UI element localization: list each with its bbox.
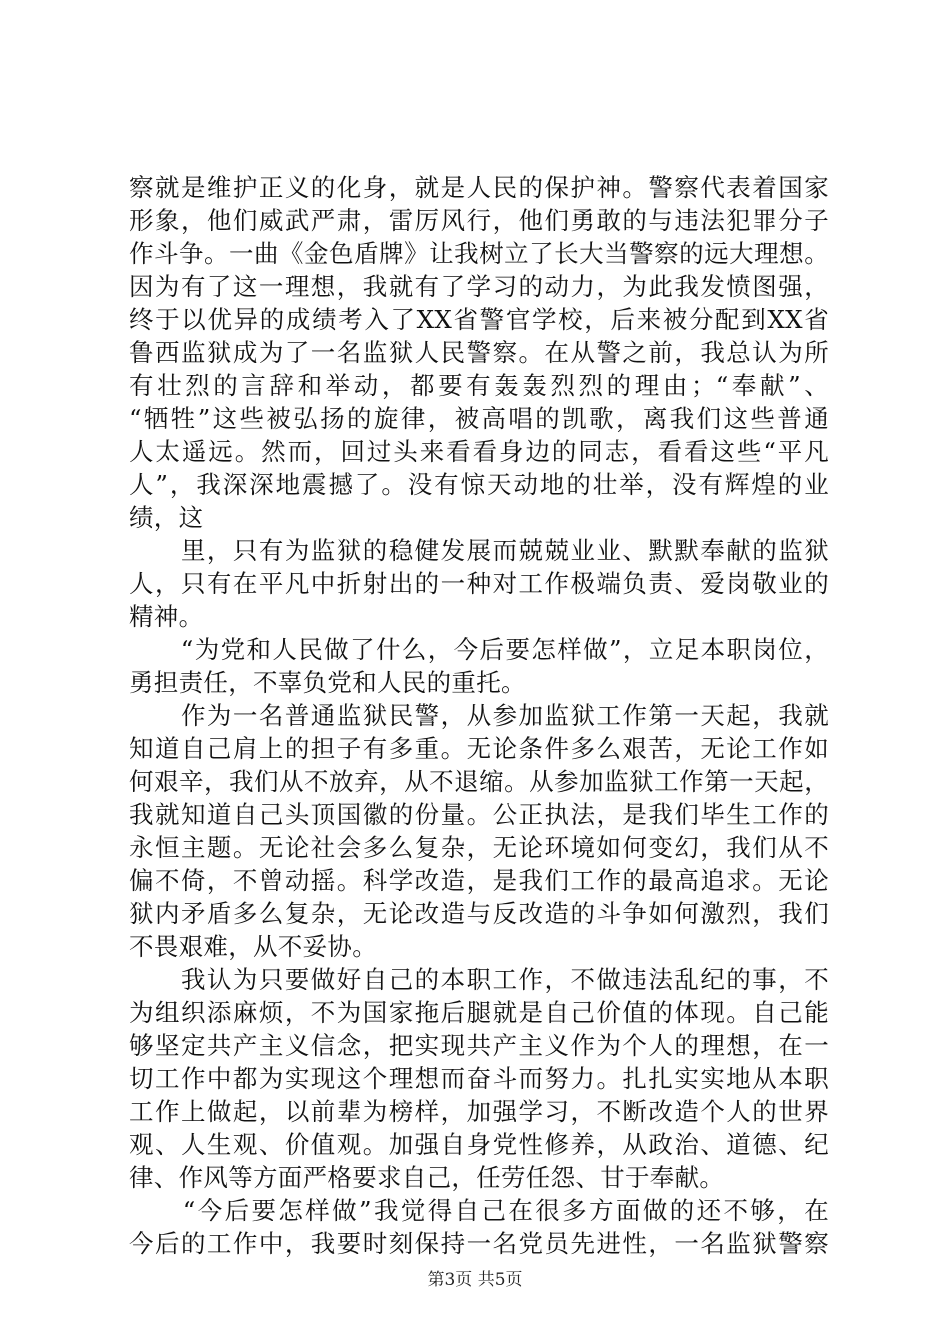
text-line: 作斗争。一曲《金色盾牌》让我树立了长大当警察的远大理想。 <box>129 239 829 268</box>
text-line: 察就是维护正义的化身，就是人民的保护神。警察代表着国家 <box>129 173 829 202</box>
text-line: 勇担责任，不辜负党和人民的重托。 <box>129 668 526 697</box>
text-line: 我认为只要做好自己的本职工作，不做违法乱纪的事，不 <box>129 965 829 994</box>
text-line: 人，只有在平凡中折射出的一种对工作极端负责、爱岗敬业的 <box>129 569 829 598</box>
text-line: 不畏艰难，从不妥协。 <box>129 932 377 961</box>
text-line: 精神。 <box>129 602 204 631</box>
text-line: 人太遥远。然而，回过头来看看身边的同志，看看这些“平凡 <box>129 437 829 466</box>
text-line: 工作上做起，以前辈为榜样，加强学习，不断改造个人的世界 <box>129 1097 829 1126</box>
page-number-footer: 第3页 共5页 <box>427 1270 523 1290</box>
text-line: 何艰辛，我们从不放弃，从不退缩。从参加监狱工作第一天起， <box>129 767 829 796</box>
text-line: “为党和人民做了什么，今后要怎样做”，立足本职岗位， <box>129 635 829 664</box>
text-line: 鲁西监狱成为了一名监狱人民警察。在从警之前，我总认为所 <box>129 338 829 367</box>
text-line: 我就知道自己头顶国徽的份量。公正执法，是我们毕生工作的 <box>129 800 829 829</box>
text-line: 终于以优异的成绩考入了XX省警官学校，后来被分配到XX省 <box>129 305 829 334</box>
text-line: “今后要怎样做”我觉得自己在很多方面做的还不够，在 <box>129 1196 829 1225</box>
text-line: 人”，我深深地震撼了。没有惊天动地的壮举，没有辉煌的业 <box>129 470 829 499</box>
text-line: 今后的工作中，我要时刻保持一名党员先进性，一名监狱警察 <box>129 1229 829 1258</box>
text-line: 切工作中都为实现这个理想而奋斗而努力。扎扎实实地从本职 <box>129 1064 829 1093</box>
text-line: 狱内矛盾多么复杂，无论改造与反改造的斗争如何激烈，我们 <box>129 899 829 928</box>
text-line: 律、作风等方面严格要求自己，任劳任怨、甘于奉献。 <box>129 1163 725 1192</box>
text-line: 作为一名普通监狱民警，从参加监狱工作第一天起，我就 <box>129 701 829 730</box>
text-line: 有壮烈的言辞和举动，都要有轰轰烈烈的理由；“奉献”、 <box>129 371 829 400</box>
text-line: 形象，他们威武严肃，雷厉风行，他们勇敢的与违法犯罪分子 <box>129 206 829 235</box>
text-line: 因为有了这一理想，我就有了学习的动力，为此我发愤图强， <box>129 272 829 301</box>
text-line: 绩，这 <box>129 503 204 532</box>
text-line: 知道自己肩上的担子有多重。无论条件多么艰苦，无论工作如 <box>129 734 829 763</box>
document-body <box>129 171 829 1260</box>
text-line: 观、人生观、价值观。加强自身党性修养，从政治、道德、纪 <box>129 1130 829 1159</box>
text-line: “牺牲”这些被弘扬的旋律，被高唱的凯歌，离我们这些普通 <box>129 404 829 433</box>
text-line: 里，只有为监狱的稳健发展而兢兢业业、默默奉献的监狱 <box>129 536 829 565</box>
text-line: 够坚定共产主义信念，把实现共产主义作为个人的理想，在一 <box>129 1031 829 1060</box>
text-line: 为组织添麻烦，不为国家拖后腿就是自己价值的体现。自己能 <box>129 998 829 1027</box>
text-line: 永恒主题。无论社会多么复杂，无论环境如何变幻，我们从不 <box>129 833 829 862</box>
text-line: 偏不倚，不曾动摇。科学改造，是我们工作的最高追求。无论 <box>129 866 829 895</box>
